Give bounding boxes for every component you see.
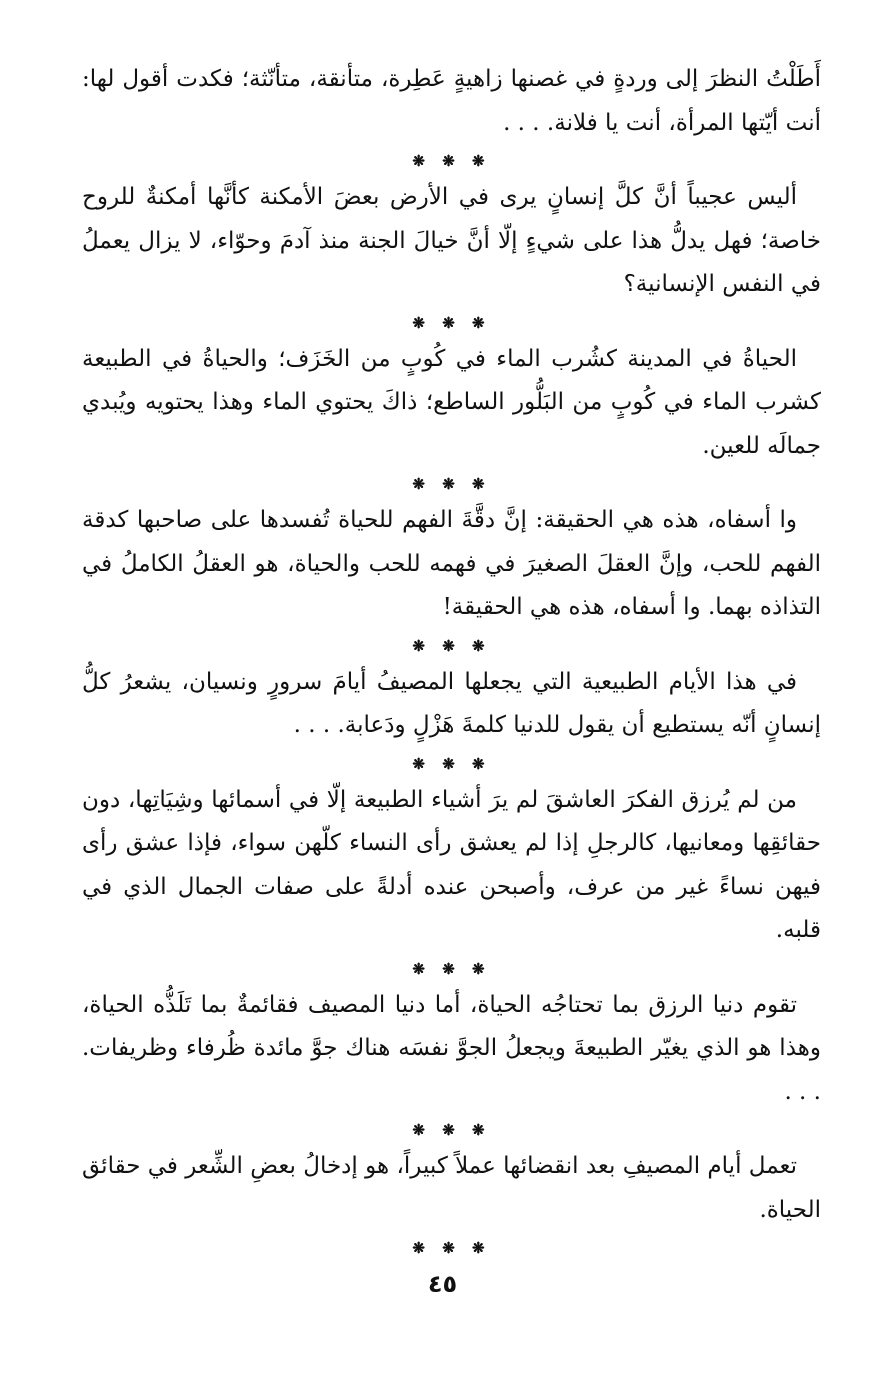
section-separator: ❋ ❋ ❋ bbox=[412, 636, 491, 655]
page-body bbox=[82, 58, 821, 1263]
paragraph-2: أليس عجيباً أنَّ كلَّ إنسانٍ يرى في الأرض بعضَ الأمكنة كأنَّها أمكنةٌ للروح خاصة؛ فهل يدلُّ هذا على شيءٍ إلّا أنَّ خيالَ الجنة منذ آدمَ وحوّاء، لا يزال يعملُ في النفس الإنسانية؟ bbox=[82, 184, 821, 297]
section-separator: ❋ ❋ ❋ bbox=[412, 475, 491, 493]
section-separator: ❋ ❋ ❋ bbox=[412, 313, 491, 332]
page-number: ٤٥ bbox=[427, 1270, 458, 1298]
paragraph-5: في هذا الأيام الطبيعية التي يجعلها المصيفُ أيامَ سرورٍ ونسيان، يشعرُ كلُّ إنسانٍ أنّه يستطيع أن يقول للدنيا كلمةَ هَزْلٍ ودَعابة. . . . bbox=[82, 668, 821, 738]
section-separator: ❋ ❋ ❋ bbox=[412, 754, 491, 773]
paragraph-4: وا أسفاه، هذه هي الحقيقة: إنَّ دقَّةَ الفهم للحياة تُفسدها على صاحبها كدقة الفهم للحب، وإنَّ العقلَ الصغيرَ في فهمه للحب والحياة، هو العقلُ الكاملُ في التذاذه بهما. وا أسفاه، هذه هي الحقيقة! bbox=[82, 507, 821, 620]
section-separator: ❋ ❋ ❋ bbox=[412, 1121, 491, 1139]
paragraph-3: الحياةُ في المدينة كشُرب الماء في كُوبٍ من الخَزَف؛ والحياةُ في الطبيعة كشرب الماء في كُوبٍ من البَلُّور الساطع؛ ذاكَ يحتوي الماء وهذا يحتويه ويُبدي جمالَه للعين. bbox=[82, 345, 821, 459]
section-separator: ❋ ❋ ❋ bbox=[412, 959, 491, 978]
paragraph-8: تعمل أيام المصيفِ بعد انقضائها عملاً كبيراً، هو إدخالُ بعضِ الشِّعر في حقائق الحياة. bbox=[82, 1153, 821, 1223]
section-separator: ❋ ❋ ❋ bbox=[412, 1239, 491, 1257]
section-separator: ❋ ❋ ❋ bbox=[412, 152, 491, 170]
paragraph-6: من لم يُرزق الفكرَ العاشقَ لم يرَ أشياء الطبيعة إلّا في أسمائها وشِيَاتِها، دون حقائقِها ومعانيها، كالرجلِ إذا لم يعشق رأى النساء كلّهن سواء، فإذا عشق رأى فيهن نساءً غير من عرف، وأصبحن عنده أدلةً على صفات الجمال الذي في قلبه. bbox=[82, 786, 821, 943]
paragraph-7: تقوم دنيا الرزق بما تحتاجُه الحياة، أما دنيا المصيف فقائمةٌ بما تَلَذُّه الحياة، وهذا هو الذي يغيّر الطبيعةَ ويجعلُ الجوَّ نفسَه هناك جوَّ مائدة ظُرفاء وظريفات. . . . bbox=[82, 991, 821, 1105]
paragraph-1: أَطَلْتُ النظرَ إلى وردةٍ في غصنها زاهيةٍ عَطِرة، متأنقة، متأنّثة؛ فكدت أقول لها: أنت أيّتها المرأة، أنت يا فلانة. . . . bbox=[82, 66, 821, 136]
